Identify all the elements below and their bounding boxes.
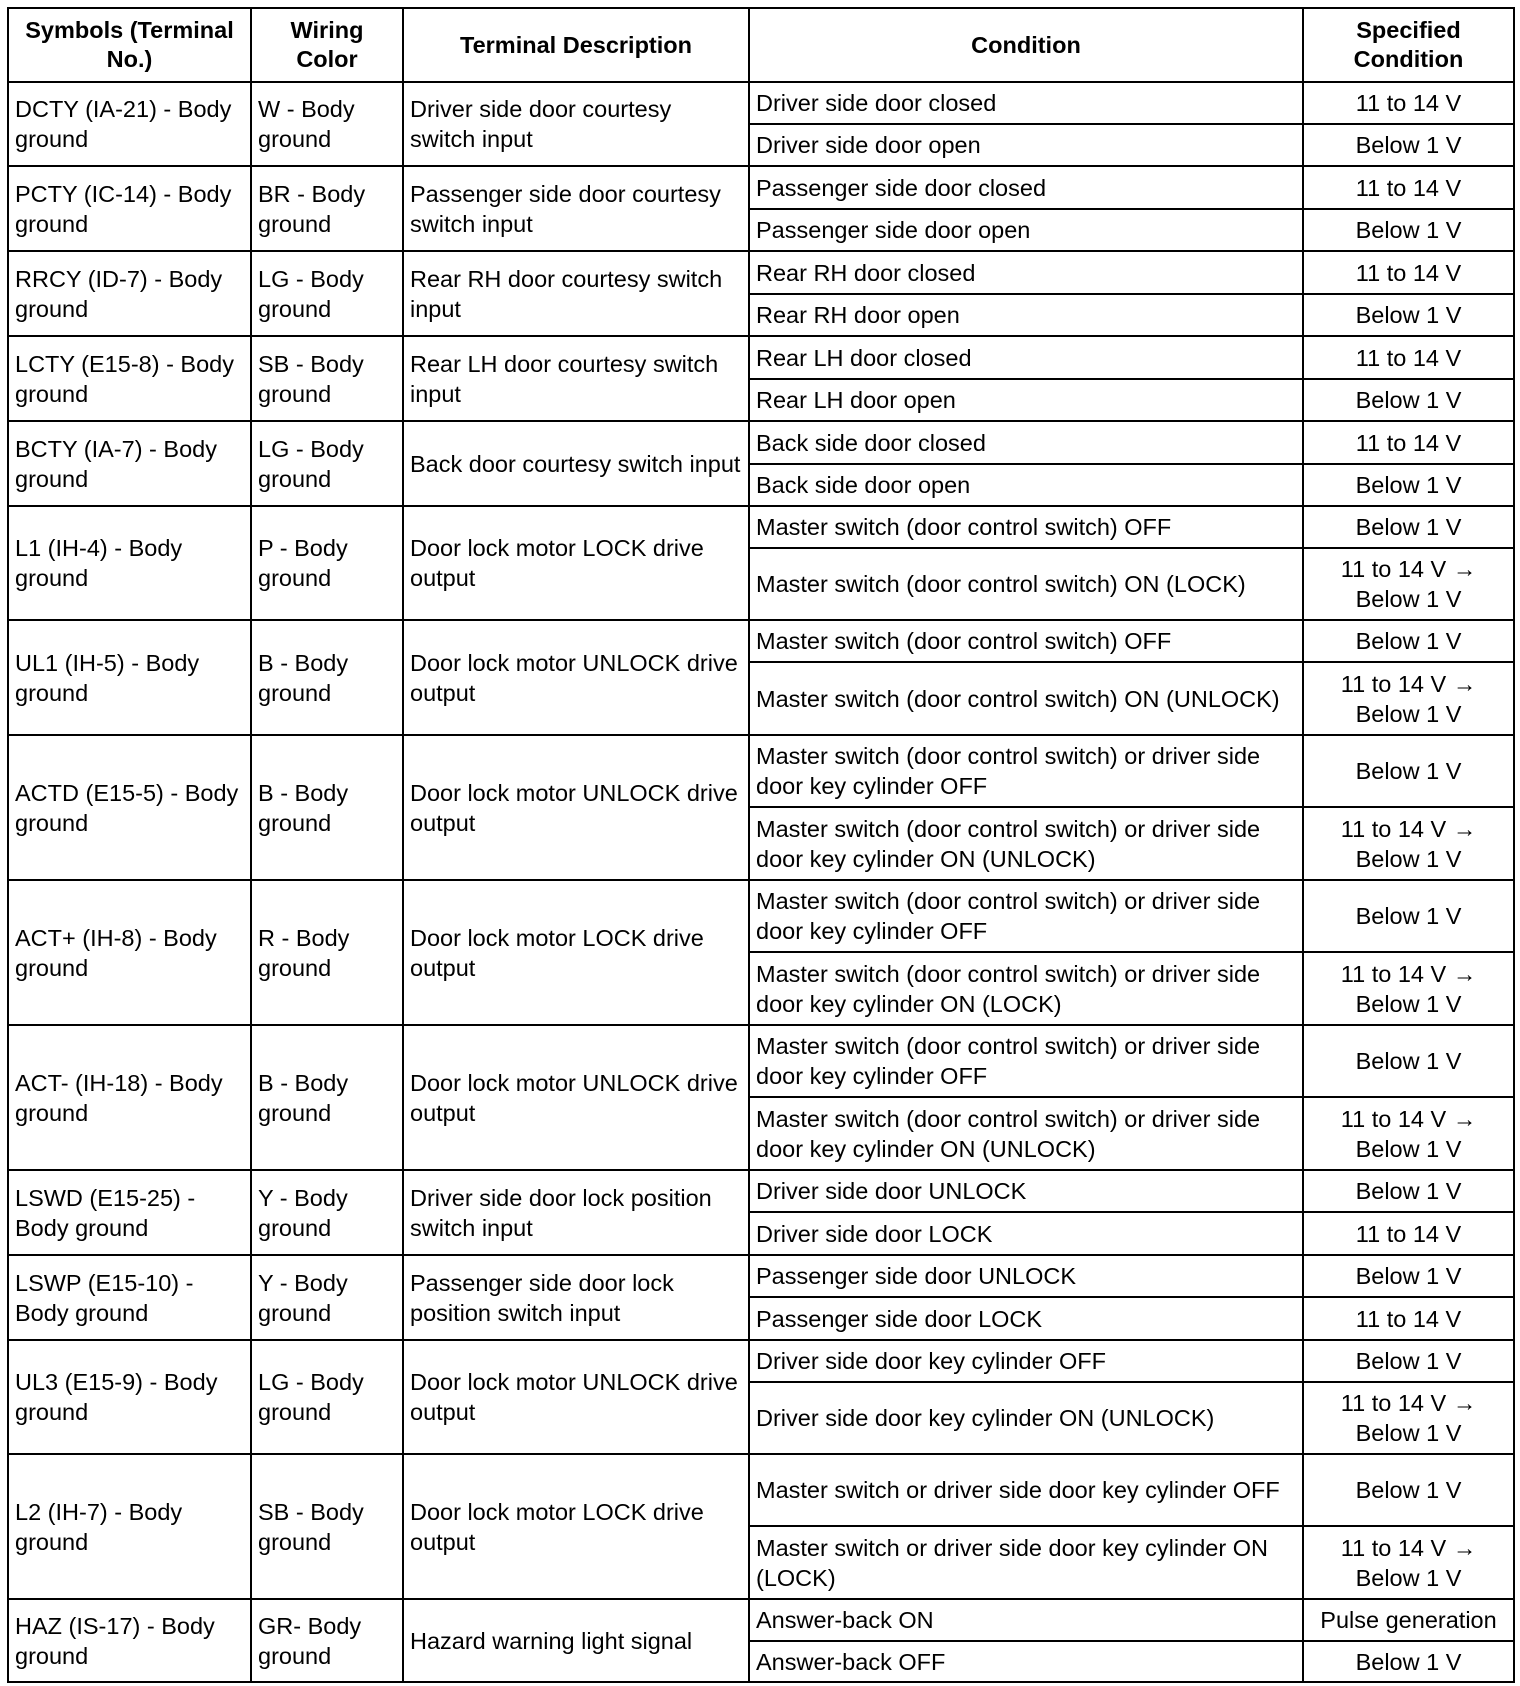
symbol-cell: PCTY (IC-14) - Body ground <box>8 166 251 251</box>
condition-cell: Driver side door key cylinder ON (UNLOCK) <box>749 1382 1303 1454</box>
table-row <box>8 166 1514 209</box>
terminal-description-cell: Back door courtesy switch input <box>403 421 749 506</box>
condition-cell: Back side door closed <box>749 421 1303 464</box>
symbol-cell: ACT- (IH-18) - Body ground <box>8 1025 251 1170</box>
symbol-cell: BCTY (IA-7) - Body ground <box>8 421 251 506</box>
symbol-cell: UL3 (E15-9) - Body ground <box>8 1340 251 1454</box>
terminal-description-cell: Door lock motor LOCK drive output <box>403 880 749 1025</box>
wiring-color-cell: B - Body ground <box>251 1025 403 1170</box>
table-row <box>8 735 1514 807</box>
terminal-description-cell: Door lock motor UNLOCK drive output <box>403 1025 749 1170</box>
specified-condition-cell: 11 to 14 V <box>1303 1297 1514 1340</box>
condition-cell: Driver side door closed <box>749 82 1303 124</box>
terminal-description-cell: Driver side door courtesy switch input <box>403 82 749 166</box>
symbol-cell: RRCY (ID-7) - Body ground <box>8 251 251 336</box>
header-wiring-color: Wiring Color <box>251 8 403 82</box>
terminal-spec-table <box>7 7 1515 1683</box>
specified-condition-cell: Below 1 V <box>1303 1641 1514 1682</box>
condition-cell: Rear LH door closed <box>749 336 1303 379</box>
specified-condition-cell: 11 to 14 V → Below 1 V <box>1303 548 1514 620</box>
specified-condition-cell: 11 to 14 V → Below 1 V <box>1303 662 1514 735</box>
wiring-color-cell: B - Body ground <box>251 735 403 880</box>
condition-cell: Driver side door open <box>749 124 1303 166</box>
symbol-cell: DCTY (IA-21) - Body ground <box>8 82 251 166</box>
symbol-cell: L1 (IH-4) - Body ground <box>8 506 251 620</box>
specified-condition-cell: Below 1 V <box>1303 379 1514 421</box>
specified-condition-cell: Below 1 V <box>1303 1454 1514 1526</box>
condition-cell: Passenger side door closed <box>749 166 1303 209</box>
wiring-color-cell: LG - Body ground <box>251 421 403 506</box>
header-condition: Condition <box>749 8 1303 82</box>
table-row <box>8 620 1514 662</box>
condition-cell: Passenger side door UNLOCK <box>749 1255 1303 1297</box>
specified-condition-cell: Below 1 V <box>1303 1340 1514 1382</box>
specified-condition-cell: Below 1 V <box>1303 1170 1514 1212</box>
wiring-color-cell: SB - Body ground <box>251 336 403 421</box>
condition-cell: Master switch (door control switch) or driver side door key cylinder ON (UNLOCK) <box>749 1097 1303 1170</box>
symbol-cell: UL1 (IH-5) - Body ground <box>8 620 251 735</box>
condition-cell: Back side door open <box>749 464 1303 506</box>
specified-condition-cell: 11 to 14 V <box>1303 251 1514 294</box>
table-row <box>8 1025 1514 1097</box>
specified-condition-cell: 11 to 14 V <box>1303 82 1514 124</box>
symbol-cell: ACT+ (IH-8) - Body ground <box>8 880 251 1025</box>
specified-condition-cell: 11 to 14 V <box>1303 421 1514 464</box>
wiring-color-cell: Y - Body ground <box>251 1255 403 1340</box>
condition-cell: Driver side door key cylinder OFF <box>749 1340 1303 1382</box>
table-row <box>8 1599 1514 1641</box>
condition-cell: Passenger side door open <box>749 209 1303 251</box>
specified-condition-cell: 11 to 14 V <box>1303 336 1514 379</box>
specified-condition-cell: Below 1 V <box>1303 294 1514 336</box>
condition-cell: Driver side door LOCK <box>749 1212 1303 1255</box>
condition-cell: Master switch (door control switch) OFF <box>749 620 1303 662</box>
specified-condition-cell: Below 1 V <box>1303 1025 1514 1097</box>
symbol-cell: ACTD (E15-5) - Body ground <box>8 735 251 880</box>
specified-condition-cell: Below 1 V <box>1303 620 1514 662</box>
table-row <box>8 506 1514 548</box>
wiring-color-cell: LG - Body ground <box>251 251 403 336</box>
specified-condition-cell: 11 to 14 V → Below 1 V <box>1303 1097 1514 1170</box>
specified-condition-cell: 11 to 14 V → Below 1 V <box>1303 952 1514 1025</box>
condition-cell: Master switch or driver side door key cylinder ON (LOCK) <box>749 1526 1303 1599</box>
condition-cell: Answer-back OFF <box>749 1641 1303 1682</box>
specified-condition-cell: Below 1 V <box>1303 506 1514 548</box>
condition-cell: Master switch (door control switch) ON (UNLOCK) <box>749 662 1303 735</box>
symbol-cell: LCTY (E15-8) - Body ground <box>8 336 251 421</box>
table-row <box>8 880 1514 952</box>
terminal-description-cell: Door lock motor UNLOCK drive output <box>403 735 749 880</box>
table-row <box>8 421 1514 464</box>
terminal-description-cell: Passenger side door lock position switch input <box>403 1255 749 1340</box>
specified-condition-cell: 11 to 14 V → Below 1 V <box>1303 807 1514 880</box>
condition-cell: Passenger side door LOCK <box>749 1297 1303 1340</box>
terminal-description-cell: Rear RH door courtesy switch input <box>403 251 749 336</box>
symbol-cell: HAZ (IS-17) - Body ground <box>8 1599 251 1682</box>
terminal-description-cell: Rear LH door courtesy switch input <box>403 336 749 421</box>
specified-condition-cell: 11 to 14 V → Below 1 V <box>1303 1526 1514 1599</box>
header-specified-condition: Specified Condition <box>1303 8 1514 82</box>
condition-cell: Master switch (door control switch) or driver side door key cylinder ON (UNLOCK) <box>749 807 1303 880</box>
specified-condition-cell: 11 to 14 V <box>1303 1212 1514 1255</box>
table-row <box>8 1170 1514 1212</box>
symbol-cell: LSWP (E15-10) - Body ground <box>8 1255 251 1340</box>
condition-cell: Master switch (door control switch) or driver side door key cylinder OFF <box>749 735 1303 807</box>
table-row <box>8 1255 1514 1297</box>
specified-condition-cell: 11 to 14 V → Below 1 V <box>1303 1382 1514 1454</box>
table-row <box>8 251 1514 294</box>
condition-cell: Master switch (door control switch) or driver side door key cylinder OFF <box>749 880 1303 952</box>
wiring-color-cell: GR- Body ground <box>251 1599 403 1682</box>
header-symbols: Symbols (Terminal No.) <box>8 8 251 82</box>
condition-cell: Master switch or driver side door key cylinder OFF <box>749 1454 1303 1526</box>
table-row <box>8 82 1514 124</box>
wiring-color-cell: P - Body ground <box>251 506 403 620</box>
wiring-color-cell: BR - Body ground <box>251 166 403 251</box>
condition-cell: Master switch (door control switch) ON (LOCK) <box>749 548 1303 620</box>
symbol-cell: L2 (IH-7) - Body ground <box>8 1454 251 1599</box>
specified-condition-cell: Pulse generation <box>1303 1599 1514 1641</box>
table-row <box>8 336 1514 379</box>
condition-cell: Rear RH door open <box>749 294 1303 336</box>
wiring-color-cell: R - Body ground <box>251 880 403 1025</box>
wiring-color-cell: B - Body ground <box>251 620 403 735</box>
specified-condition-cell: Below 1 V <box>1303 1255 1514 1297</box>
condition-cell: Master switch (door control switch) or driver side door key cylinder ON (LOCK) <box>749 952 1303 1025</box>
wiring-color-cell: LG - Body ground <box>251 1340 403 1454</box>
symbol-cell: LSWD (E15-25) - Body ground <box>8 1170 251 1255</box>
table-row <box>8 1340 1514 1382</box>
terminal-description-cell: Passenger side door courtesy switch input <box>403 166 749 251</box>
wiring-color-cell: SB - Body ground <box>251 1454 403 1599</box>
header-terminal-description: Terminal Description <box>403 8 749 82</box>
specified-condition-cell: Below 1 V <box>1303 209 1514 251</box>
terminal-description-cell: Driver side door lock position switch input <box>403 1170 749 1255</box>
table-row <box>8 1454 1514 1526</box>
terminal-description-cell: Door lock motor LOCK drive output <box>403 1454 749 1599</box>
terminal-description-cell: Door lock motor LOCK drive output <box>403 506 749 620</box>
specified-condition-cell: Below 1 V <box>1303 464 1514 506</box>
wiring-color-cell: Y - Body ground <box>251 1170 403 1255</box>
specified-condition-cell: Below 1 V <box>1303 880 1514 952</box>
condition-cell: Rear RH door closed <box>749 251 1303 294</box>
condition-cell: Driver side door UNLOCK <box>749 1170 1303 1212</box>
specified-condition-cell: Below 1 V <box>1303 735 1514 807</box>
condition-cell: Rear LH door open <box>749 379 1303 421</box>
wiring-color-cell: W - Body ground <box>251 82 403 166</box>
condition-cell: Master switch (door control switch) or driver side door key cylinder OFF <box>749 1025 1303 1097</box>
specified-condition-cell: Below 1 V <box>1303 124 1514 166</box>
terminal-description-cell: Door lock motor UNLOCK drive output <box>403 1340 749 1454</box>
terminal-description-cell: Door lock motor UNLOCK drive output <box>403 620 749 735</box>
terminal-description-cell: Hazard warning light signal <box>403 1599 749 1682</box>
condition-cell: Master switch (door control switch) OFF <box>749 506 1303 548</box>
specified-condition-cell: 11 to 14 V <box>1303 166 1514 209</box>
table-header-row <box>8 8 1514 82</box>
condition-cell: Answer-back ON <box>749 1599 1303 1641</box>
